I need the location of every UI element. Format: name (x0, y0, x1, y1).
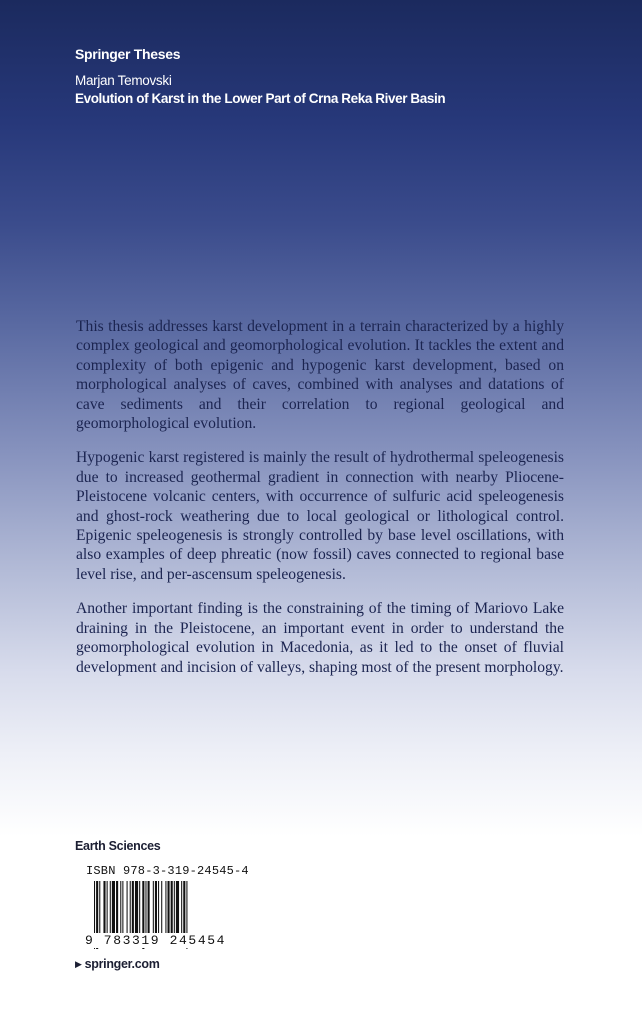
barcode-bar (130, 881, 131, 933)
barcode-bar (107, 881, 108, 933)
series-name: Springer Theses (75, 46, 181, 62)
barcode-bar (181, 881, 182, 933)
barcode-bar (110, 881, 111, 933)
barcode-bar (139, 881, 140, 933)
barcode-bar (103, 881, 105, 933)
website-label: springer.com (84, 957, 160, 971)
barcode-bar (127, 881, 128, 933)
barcode-bar (145, 881, 146, 933)
barcode-bar (99, 881, 100, 933)
barcode-bar (155, 881, 157, 933)
barcode-bar (165, 881, 166, 933)
barcode-digits: 9 783319 245454 (85, 933, 227, 948)
barcode-bar (116, 881, 118, 933)
description-paragraph: This thesis addresses karst development in a terrain characterized by a highly complex geological and geomorphological evolution. It tackles the extent and complexity of both epigenic and hypogenic karst development, based on morphological analyses of caves, combined with analyses and datations of cave sediments and their correlation to regional geological and geomorphological evolution. (76, 318, 564, 433)
barcode-bar (153, 881, 154, 933)
book-title: Evolution of Karst in the Lower Part of Crna Reka River Basin (75, 91, 446, 106)
barcode-bar (135, 881, 138, 933)
barcode-bar (122, 881, 123, 933)
barcode-bar (183, 881, 185, 933)
barcode-bar (148, 881, 150, 933)
description-paragraph: Another important finding is the constraining of the timing of Mariovo Lake draining in the Pleistocene, an important event in order to understand the geomorphological evolution in Macedonia, as it led to the onset of fluvial development and incision of valleys, shaping most of the present morphology. (76, 600, 564, 676)
triangle-arrow-icon: ▶ (75, 958, 82, 969)
barcode-bar (120, 881, 121, 933)
barcode-bar (171, 881, 173, 933)
isbn-text: ISBN 978-3-319-24545-4 (86, 864, 249, 878)
barcode-bar (176, 881, 179, 933)
barcode-bar (161, 881, 162, 933)
barcode-bar (168, 881, 170, 933)
publisher-website[interactable] (75, 957, 160, 971)
subject-category: Earth Sciences (75, 839, 161, 853)
barcode-bar (132, 881, 134, 933)
book-description (76, 317, 564, 692)
description-paragraph: Hypogenic karst registered is mainly the result of hydrothermal speleogenesis due to increased geothermal gradient in connection with nearby Pliocene-Pleistocene volcanic centers, with occurrence of sulfuric acid speleogenesis and ghost-rock weathering due to local geological or lithological control. Epigenic speleogenesis is strongly controlled by base level oscillations, with also examples of deep phreatic (now fossil) caves connected to regional base level rise, and per-ascensum speleogenesis. (76, 449, 564, 583)
author-name: Marjan Temovski (75, 73, 172, 88)
barcode-bar (112, 881, 115, 933)
barcode-bar (158, 881, 159, 933)
barcode-bar (174, 881, 175, 933)
